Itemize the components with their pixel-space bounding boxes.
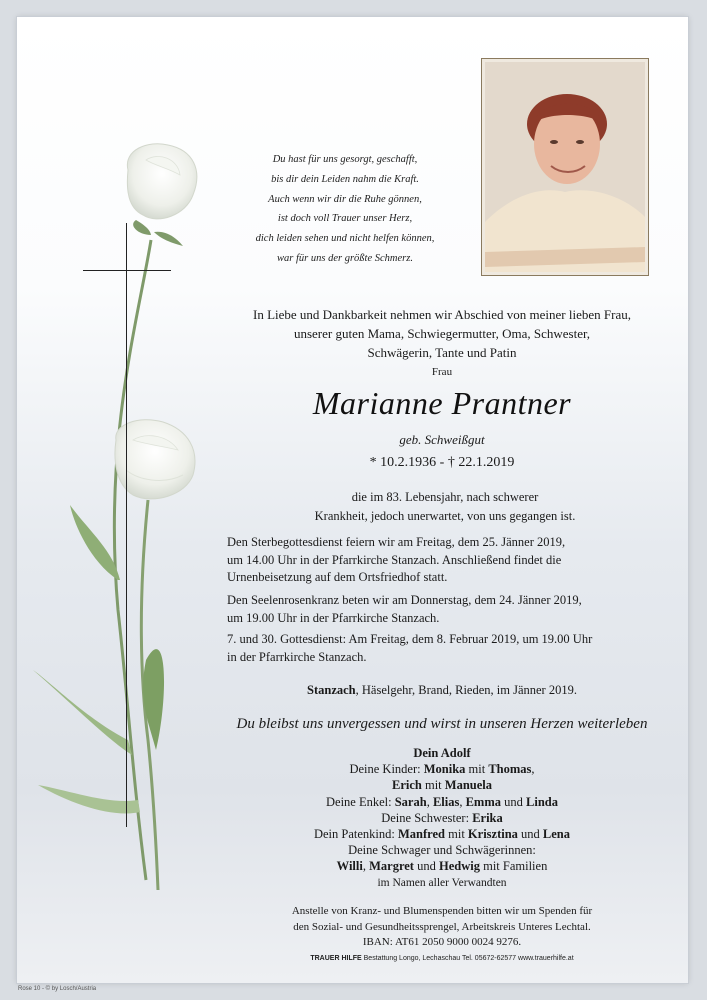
image-credit: Rose 10 - © by Losch/Austria (18, 986, 97, 992)
donation-line: Anstelle von Kranz- und Blumenspenden bitten wir um Spenden für (291, 905, 593, 917)
cross-vertical-bar (126, 223, 127, 827)
connector-text: mit (421, 778, 445, 793)
connector-text: und (501, 794, 527, 809)
godchild-spouse-name: Krisztina (467, 827, 518, 842)
poem-line: Auch wenn wir dir die Ruhe gönnen, (268, 193, 422, 205)
rosary-text (227, 592, 641, 627)
family-list (222, 745, 662, 891)
farewell-line: Du bleibst uns unvergessen und wirst in unseren Herzen weiterleben (236, 716, 648, 732)
intro-line: In Liebe und Dankbarkeit nehmen wir Abschied von meiner lieben Frau, (253, 307, 631, 322)
connector-text: und (517, 827, 543, 842)
service-line: Den Sterbegottesdienst feiern wir am Freitag, dem 25. Jänner 2019, (227, 535, 566, 549)
poem-line: dich leiden sehen und nicht helfen können, (255, 233, 435, 245)
place-rest: , Häselgehr, Brand, Rieden, im Jänner 2019. (355, 683, 577, 697)
spouse-name: Thomas (488, 762, 532, 777)
rose-top (127, 144, 196, 219)
connector-text: , (362, 859, 370, 874)
relatives-line: im Namen aller Verwandten (377, 876, 507, 889)
service-line: in der Pfarrkirche Stanzach. (227, 649, 367, 664)
intro-line: Schwägerin, Tante und Patin (367, 345, 517, 360)
poem-line: war für uns der größte Schmerz. (277, 252, 413, 264)
grandchild-name: Linda (526, 794, 558, 809)
service-line: um 19.00 Uhr in der Pfarrkirche Stanzach. (227, 610, 440, 625)
poem-line: bis dir dein Leiden nahm die Kraft. (271, 173, 419, 185)
age-line: die im 83. Lebensjahr, nach schwerer (351, 490, 539, 504)
deceased-name: Marianne Prantner (312, 385, 572, 421)
place-date (222, 683, 662, 698)
memorial-service-text (227, 631, 641, 666)
children-label: Deine Kinder: (349, 762, 424, 777)
poem (240, 150, 450, 269)
place-bold: Stanzach (307, 683, 356, 697)
service-line: Urnenbeisetzung auf dem Ortsfriedhof statt. (227, 570, 448, 584)
title-frau: Frau (431, 366, 453, 378)
donation-line: den Sozial- und Gesundheitssprengel, Arbeitskreis Unteres Lechtal. (293, 920, 591, 933)
white-roses-illustration (28, 140, 228, 900)
service-line: 7. und 30. Gottesdienst: Am Freitag, dem 8. Februar 2019, um 19.00 Uhr (227, 632, 593, 646)
birth-name: geb. Schweißgut (399, 432, 485, 447)
grandchildren-label: Deine Enkel: (326, 794, 395, 809)
husband-name: Dein Adolf (413, 746, 471, 760)
age-text (230, 488, 660, 526)
donation-line: IBAN: AT61 2050 9000 0024 9276. (362, 936, 522, 948)
undertaker-footer (222, 955, 662, 962)
service-line: Den Seelenrosenkranz beten wir am Donnerstag, dem 24. Jänner 2019, (227, 593, 582, 607)
poem-line: Du hast für uns gesorgt, geschafft, (272, 154, 418, 165)
child-name: Monika (423, 762, 466, 777)
inlaws-suffix: mit Familien (479, 859, 548, 874)
spouse-name: Manuela (444, 778, 492, 793)
undertaker-contact: Bestattung Longo, Lechaschau Tel. 05672-62577 www.trauerhilfe.at (361, 955, 574, 962)
undertaker-brand: TRAUER HILFE (310, 955, 362, 962)
godchild-child-name: Lena (542, 827, 571, 842)
portrait-image (485, 62, 645, 272)
connector-text: und (413, 859, 439, 874)
grandchild-name: Emma (465, 794, 502, 809)
life-dates: * 10.2.1936 - † 22.1.2019 (369, 455, 515, 470)
poem-line: ist doch voll Trauer unser Herz, (277, 213, 413, 225)
sister-name: Erika (472, 810, 503, 825)
godchild-name: Manfred (398, 827, 445, 842)
connector-text: mit (445, 827, 468, 842)
inlaw-name: Hedwig (438, 859, 480, 874)
sister-label: Deine Schwester: (381, 810, 473, 825)
connector-text: mit (465, 762, 489, 777)
inlaws-label: Deine Schwager und Schwägerinnen: (348, 843, 536, 858)
connector-text: , (426, 794, 433, 809)
cross-horizontal-bar (83, 270, 171, 271)
intro-line: unserer guten Mama, Schwiegermutter, Oma, Schwester, (293, 326, 591, 341)
grandchild-name: Elias (432, 794, 460, 809)
godchild-label: Dein Patenkind: (313, 827, 398, 842)
service-line: um 14.00 Uhr in der Pfarrkirche Stanzach. Anschließend findet die (227, 552, 562, 567)
funeral-service-text (227, 534, 641, 587)
portrait-photo (481, 58, 649, 276)
donation-note (222, 904, 662, 951)
inlaw-name: Willi (336, 859, 363, 874)
intro-text (222, 305, 662, 362)
grandchild-name: Sarah (394, 794, 427, 809)
connector-text: , (531, 762, 535, 777)
inlaw-name: Margret (369, 859, 414, 874)
child-name: Erich (391, 778, 422, 793)
connector-text: , (459, 794, 466, 809)
age-line: Krankheit, jedoch unerwartet, von uns gegangen ist. (314, 509, 576, 523)
